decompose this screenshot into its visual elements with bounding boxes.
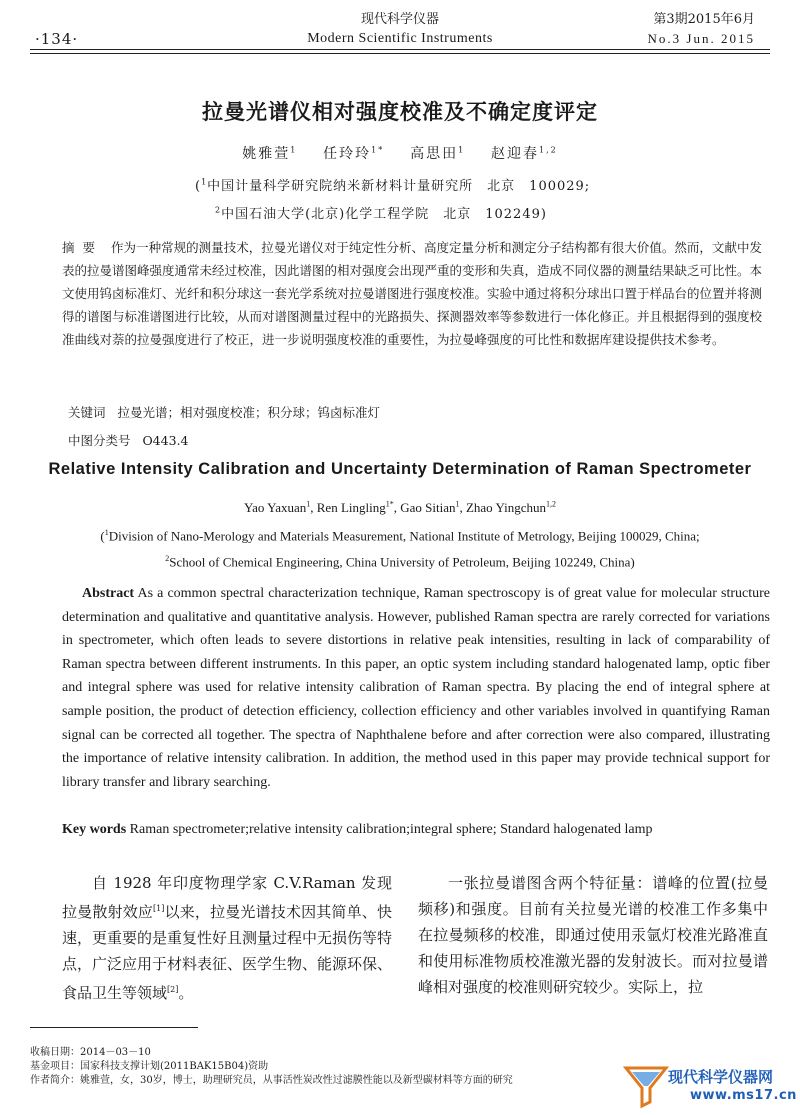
author-en: Gao Sitian$^1$,: [400, 500, 466, 516]
affiliation-zh-1: ($^1$中国计量科学研究院纳米新材料计量研究所 北京 100029;: [195, 177, 591, 194]
watermark-name: 现代科学仪器网: [668, 1068, 774, 1086]
authors-en: [0, 500, 800, 516]
author-zh: 赵迎春$^{1,2}$: [490, 145, 558, 162]
keywords-zh-label: 关键词: [68, 405, 106, 420]
classification-number: O443.4: [142, 433, 189, 448]
author-en: Zhao Yingchun$^{1,2}$: [465, 500, 556, 516]
issue-en: No.3 Jun. 2015: [647, 31, 755, 46]
keywords-en-text: Raman spectrometer;relative intensity calibration;integral sphere; Standard halogenated lamp: [129, 822, 653, 837]
classification-zh: [68, 431, 188, 449]
abstract-en-text: As a common spectral characterization technique, Raman spectroscopy is of great value for molecular structure determination and qualitative and quantitative analysis. However, published Raman spectra are rarely corrected for variations in spectrometer, which often leads to severe distortions in relative peak intensities, resulting in lack of comparability of Raman spectra between different instruments. In this paper, an optic system including standard halogenated lamp, optic fiber and integral sphere was used for relative intensity calibration of Raman spectra. By placing the end of integral sphere at sample position, the product of detection efficiency, collection efficiency and other variables involved in quantifying Raman signal can be corrected all together. The spectra of Naphthalene before and after correction were also compared, illustrating the importance of relative intensity calibration. In addition, the method used in this paper may provide technical support for library transfer and library searching.: [62, 586, 770, 790]
affiliation-zh-2: $^2$中国石油大学(北京)化学工程学院 北京 102249): [215, 205, 547, 222]
watermark-url: www.ms17.cn: [690, 1088, 797, 1103]
author-zh: 任玲玲$^{1*}$: [323, 145, 385, 162]
footnote-received: 收稿日期：2014－03－10: [30, 1047, 151, 1058]
affiliation-en-1: ($^1$Division of Nano-Merology and Materials Measurement, National Institute of Metrology, Beijing 100029, China;: [100, 528, 700, 544]
issue-zh: 第3期2015年6月: [653, 12, 755, 27]
title-en: Relative Intensity Calibration and Uncertainty Determination of Raman Spectrometer: [48, 460, 752, 478]
authors-zh: [0, 143, 800, 163]
footnote-funding: 基金项目：国家科技支撑计划(2011BAK15B04)资助: [30, 1061, 269, 1072]
title-zh: 拉曼光谱仪相对强度校准及不确定度评定: [202, 99, 598, 124]
classification-label: 中图分类号: [68, 433, 131, 448]
abstract-en: [62, 582, 770, 794]
abstract-zh-text: 作为一种常规的测量技术，拉曼光谱仪对于纯定性分析、高度定量分析和测定分子结构都有很大价值。然而，文献中发表的拉曼谱图峰强度通常未经过校准，因此谱图的相对强度会出现严重的变形和失真，造成不同仪器的测量结果缺乏可比性。本文使用钨卤标准灯、光纤和积分球这一套光学系统对拉曼谱图进行强度校准。实验中通过将积分球出口置于样品台的位置并将测得的谱图与标准谱图进行比较，从而对谱图测量过程中的光路损失、探测器效率等参数进行一体化修正。并且根据得到的强度校准曲线对萘的拉曼强度进行了校正，进一步说明强度校准的重要性，为拉曼峰强度的可比性和数据库建设提供技术参考。: [62, 240, 763, 347]
issue-info: [648, 10, 755, 48]
body-column-right: 一张拉曼谱图含两个特征量：谱峰的位置(拉曼频移)和强度。目前有关拉曼光谱的校准工作多集中在拉曼频移的校准，即通过使用汞氩灯校准光路准直和使用标准物质校准激光器的发射波长。而对拉曼谱峰相对强度的校准则研究较少。实际上，拉: [418, 874, 768, 996]
author-zh: 高思田$^1$: [410, 145, 466, 162]
footnote-rule: [30, 1027, 198, 1028]
author-en: Ren Lingling$^{1*}$,: [316, 500, 401, 516]
page-number: ·134·: [35, 30, 79, 48]
abstract-en-label: Abstract: [82, 586, 135, 601]
body-column-left: 自 1928 年印度物理学家 C.V.Raman 发现拉曼散射效应[1]以来，拉曼光谱技术因其简单、快速，更重要的是重复性好且测量过程中无损伤等特点，广泛应用于材料表征、医学生物、能源环保、食品卫生等领域[2]。: [62, 874, 393, 1002]
abstract-zh-label: 摘要: [62, 240, 104, 255]
footnotes: [30, 1046, 513, 1088]
author-zh: 姚雅萱$^1$: [242, 145, 298, 162]
footnote-author: 作者简介：姚雅萱，女，30岁，博士，助理研究员，从事活性炭改性过滤膜性能以及新型碳材料等方面的研究: [30, 1075, 513, 1086]
affiliation-en-2: $^2$School of Chemical Engineering, China University of Petroleum, Beijing 102249, China): [165, 554, 635, 570]
abstract-zh: [62, 236, 762, 351]
citation-ref: [1]: [153, 904, 165, 913]
keywords-en: [62, 822, 782, 838]
keywords-en-label: Key words: [62, 822, 127, 837]
author-en: Yao Yaxuan$^1$,: [243, 500, 317, 516]
keywords-zh-text: 拉曼光谱；相对强度校准；积分球；钨卤标准灯: [117, 405, 380, 420]
keywords-zh: [68, 403, 380, 421]
journal-name-en: Modern Scientific Instruments: [307, 31, 493, 46]
header-rule-thin: [30, 53, 770, 54]
header-rule-thick: [30, 49, 770, 50]
journal-name-zh: 现代科学仪器: [360, 12, 439, 27]
citation-ref: [2]: [167, 985, 179, 994]
